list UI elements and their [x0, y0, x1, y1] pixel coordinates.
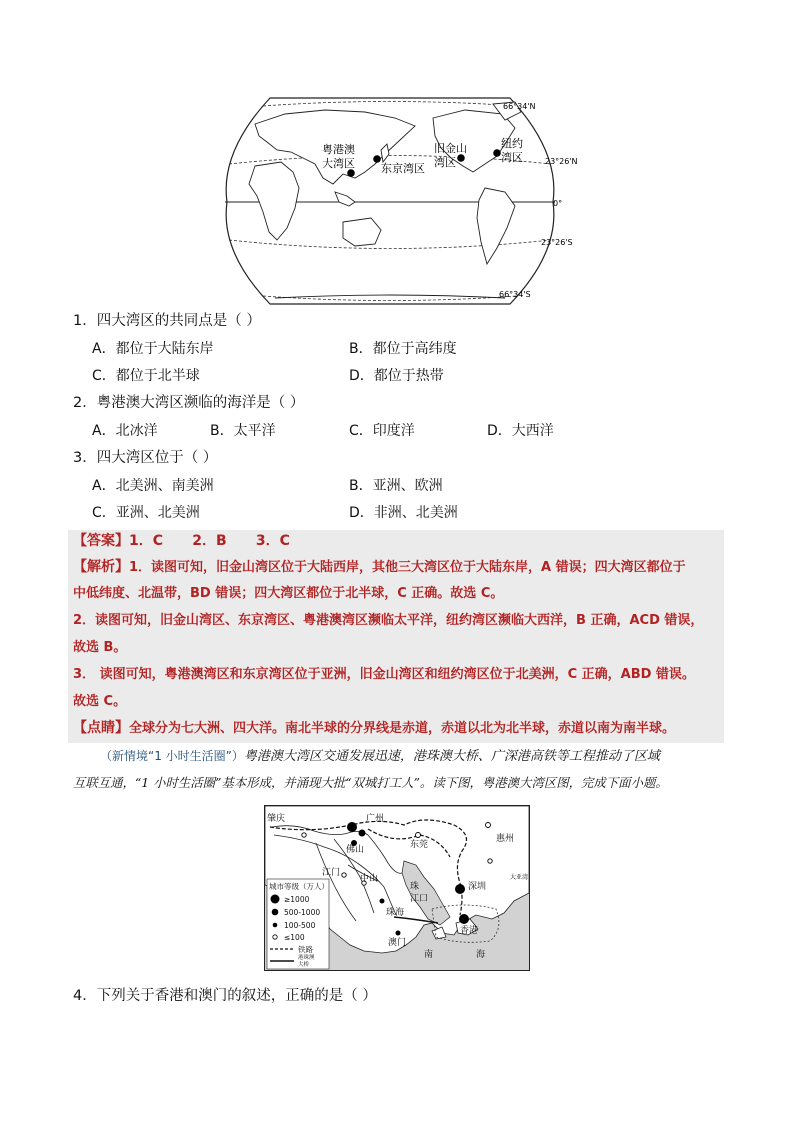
bay-marker-tokyo: [373, 155, 381, 163]
city-shenzhen: 深圳: [468, 882, 487, 892]
city-zhuhai: 珠海: [386, 908, 405, 918]
question-3-option-a: A．北美洲、南美洲: [92, 478, 214, 494]
city-daya-bay: 大亚湾: [510, 874, 529, 881]
question-1-option-a: A．都位于大陆东岸: [92, 341, 214, 357]
bay-marker-gba: [347, 169, 355, 177]
question-2-option-a: A．北冰洋: [92, 423, 158, 439]
answer-text: 1．C 2．B 3．C: [129, 533, 290, 549]
question-1-option-c: C．都位于北半球: [92, 368, 200, 384]
analysis-line-2: 中低纬度、北温带，BD 错误；四大湾区都位于北半球，C 正确。故选 C。: [73, 586, 504, 601]
answer-tag: 【答案】: [73, 533, 129, 549]
question-1-stem: 1．四大湾区的共同点是（ ）: [73, 313, 261, 329]
analysis-line-6: 故选 C。: [73, 694, 127, 709]
gba-region-map: [264, 805, 530, 971]
question-2-option-d: D．大西洋: [487, 423, 554, 439]
city-jiangmen: 江门: [322, 868, 341, 878]
tip-tag: 【点睛】: [73, 720, 129, 736]
sea-label-1: 南: [424, 950, 434, 960]
city-zhongshan: 中山: [360, 874, 379, 884]
question-3-option-c: C．亚洲、北美洲: [92, 505, 200, 521]
intro-line-1: [100, 746, 660, 767]
lat-label-equator: 0°: [553, 199, 563, 208]
legend-rail: 铁路: [298, 945, 313, 954]
label-ny-2: 湾区: [501, 151, 523, 164]
lat-label-capricorn: 23°26'S: [541, 238, 573, 247]
question-3-option-d: D．非洲、北美洲: [349, 505, 458, 521]
city-dongguan: 东莞: [410, 840, 429, 850]
question-1-option-d: D．都位于热带: [349, 368, 444, 384]
question-3-stem: 3．四大湾区位于（ ）: [73, 450, 218, 466]
legend-item-4: ≤100: [284, 933, 305, 942]
analysis-line-1: [73, 557, 686, 578]
lat-label-antarctic: 66°34'S: [499, 290, 531, 299]
intro-line-1-text: 粤港澳大湾区交通发展迅速，港珠澳大桥、广深港高铁等工程推动了区域: [243, 749, 660, 764]
label-ny-1: 纽约: [501, 137, 523, 150]
city-foshan: 佛山: [346, 845, 365, 855]
question-2-option-c: C．印度洋: [349, 423, 415, 439]
question-1-option-b: B．都位于高纬度: [349, 341, 457, 357]
analysis-1a: 1．读图可知，旧金山湾区位于大陆西岸，其他三大湾区位于大陆东岸，A 错误；四大湾区都位于: [129, 560, 686, 575]
city-hongkong: 香港: [460, 926, 479, 936]
city-pearl-estuary-2: 江口: [410, 894, 429, 904]
legend-item-1: ≥1000: [284, 895, 310, 904]
answer-line: [73, 531, 290, 551]
intro-line-2: 互联互通，“1 小时生活圈”基本形成，并涌现大批“双城打工人”。读下图，粤港澳大湾区图，完成下面小题。: [73, 775, 668, 790]
legend-title: 城市等级（万人）: [269, 882, 329, 891]
city-macao: 澳门: [388, 938, 407, 948]
tip-text: 全球分为七大洲、四大洋。南北半球的分界线是赤道，赤道以北为北半球，赤道以南为南半球。: [129, 721, 676, 736]
world-map: [215, 92, 578, 310]
analysis-tag: 【解析】: [73, 559, 129, 575]
label-sf-2: 湾区: [434, 156, 456, 169]
city-guangzhou: 广州: [366, 814, 385, 824]
analysis-line-3: 2．读图可知，旧金山湾区、东京湾区、粤港澳湾区濒临太平洋，纽约湾区濒临大西洋，B 正确，ACD 错误，: [73, 613, 704, 628]
legend-item-2: 500-1000: [284, 908, 321, 917]
label-gba-1: 粤港澳: [322, 143, 355, 156]
analysis-line-4: 故选 B。: [73, 640, 127, 655]
question-3-option-b: B．亚洲、欧洲: [349, 478, 443, 494]
analysis-line-5: 3． 读图可知，粤港澳湾区和东京湾区位于亚洲，旧金山湾区和纽约湾区位于北美洲，C 正确，ABD 错误。: [73, 667, 695, 682]
label-tokyo: 东京湾区: [381, 162, 425, 175]
lat-label-arctic: 66°34'N: [503, 102, 536, 111]
question-2-option-b: B．太平洋: [210, 423, 276, 439]
label-sf-1: 旧金山: [434, 142, 467, 155]
tip-line: [73, 718, 675, 739]
legend-bridge-2: 大桥: [298, 962, 310, 968]
question-4-stem: 4．下列关于香港和澳门的叙述，正确的是（ ）: [73, 988, 377, 1004]
legend-bridge-1: 港珠澳: [298, 955, 315, 961]
bay-marker-ny: [493, 149, 501, 157]
intro-highlight: （新情境“1 小时生活圈”）: [100, 749, 244, 763]
city-pearl-estuary-1: 珠: [410, 882, 420, 892]
question-2-stem: 2．粤港澳大湾区濒临的海洋是（ ）: [73, 395, 305, 411]
sea-label-2: 海: [476, 950, 486, 960]
city-huizhou: 惠州: [496, 834, 515, 844]
label-gba-2: 大湾区: [322, 157, 355, 170]
city-zhaoqing: 肇庆: [267, 814, 286, 824]
bay-marker-sf: [457, 154, 465, 162]
lat-label-cancer: 23°26'N: [545, 157, 578, 166]
legend-item-3: 100-500: [284, 921, 316, 930]
